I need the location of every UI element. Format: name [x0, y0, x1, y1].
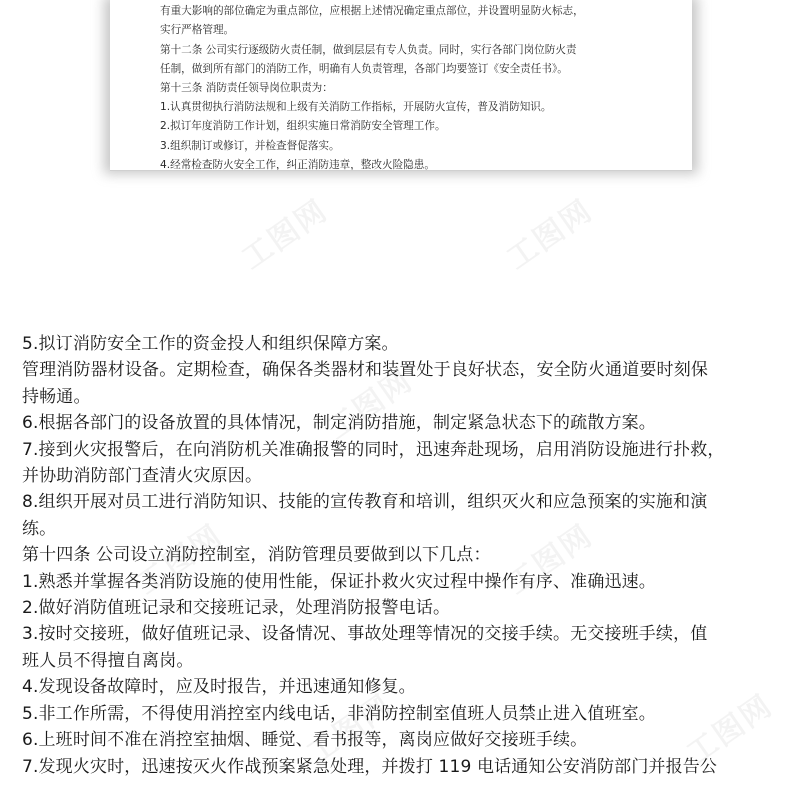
- card-line-9: 3.组织制订或修订，并检查督促落实。: [160, 139, 340, 152]
- document-body: [22, 331, 782, 780]
- body-line-13: 班人员不得擅自离岗。: [22, 650, 194, 671]
- card-line-8: 2.拟订年度消防工作计划，组织实施日常消防安全管理工作。: [160, 120, 446, 133]
- card-line-6: 第十三条 消防责任领导岗位职责为：: [160, 82, 333, 95]
- body-line-14: 4.发现设备故障时，应及时报告，并迅速通知修复。: [22, 677, 416, 698]
- body-line-7: 8.组织开展对员工进行消防知识、技能的宣传教育和培训，组织灭火和应急预案的实施和演: [22, 492, 708, 513]
- body-line-16: 6.上班时间不准在消控室抽烟、睡觉、看书报等，离岗应做好交接班手续。: [22, 730, 588, 751]
- body-line-6: 并协助消防部门查清火灾原因。: [22, 466, 263, 487]
- card-line-4: 第十二条 公司实行逐级防火责任制，做到层层有专人负责。同时，实行各部门岗位防火责: [160, 43, 577, 56]
- body-line-17: 7.发现火灾时，迅速按灭火作战预案紧急处理，并拨打 119 电话通知公安消防部门并报告公: [22, 756, 718, 777]
- card-line-2: 有重大影响的部位确定为重点部位，应根据上述情况确定重点部位，并设置明显防火标志，: [160, 5, 584, 18]
- card-line-7: 1.认真贯彻执行消防法规和上级有关消防工作指标，开展防火宣传，普及消防知识。: [160, 101, 552, 114]
- body-line-1: 5.拟订消防安全工作的资金投人和组织保障方案。: [22, 334, 399, 354]
- watermark-2: [496, 186, 600, 277]
- card-line-5: 任制，做到所有部门的消防工作，明确有人负责管理，各部门均要签订《安全责任书》。: [160, 62, 568, 75]
- body-line-11: 2.做好消防值班记录和交接班记录，处理消防报警电话。: [22, 598, 451, 619]
- document-page-preview: [110, 0, 692, 171]
- body-line-12: 3.按时交接班，做好值班记录、设备情况、事故处理等情况的交接手续。无交接班手续，值: [22, 624, 708, 645]
- document-page-text: [160, 0, 670, 171]
- body-line-5: 7.接到火灾报警后，在向消防机关准确报警的同时，迅速奔赴现场，启用消防设施进行扑救，: [22, 439, 725, 460]
- body-line-8: 练。: [22, 518, 57, 539]
- watermark-1: [231, 186, 335, 277]
- body-line-3: 持畅通。: [22, 386, 91, 407]
- body-line-9: 第十四条 公司设立消防控制室，消防管理员要做到以下几点：: [22, 545, 491, 566]
- card-line-3: 实行严格管理。: [160, 24, 235, 37]
- card-line-10: 4.经常检查防火安全工作，纠正消防违章，整改火险隐患。: [160, 158, 435, 171]
- body-line-4: 6.根据各部门的设备放置的具体情况，制定消防措施，制定紧急状态下的疏散方案。: [22, 413, 656, 434]
- body-line-2: 管理消防器材设备。定期检查，确保各类器材和装置处于良好状态，安全防火通道要时刻保: [22, 360, 708, 381]
- body-line-15: 5.非工作所需，不得使用消控室内线电话，非消防控制室值班人员禁止进入值班室。: [22, 703, 656, 724]
- body-line-10: 1.熟悉并掌握各类消防设施的使用性能，保证扑救火灾过程中操作有序、准确迅速。: [22, 571, 656, 592]
